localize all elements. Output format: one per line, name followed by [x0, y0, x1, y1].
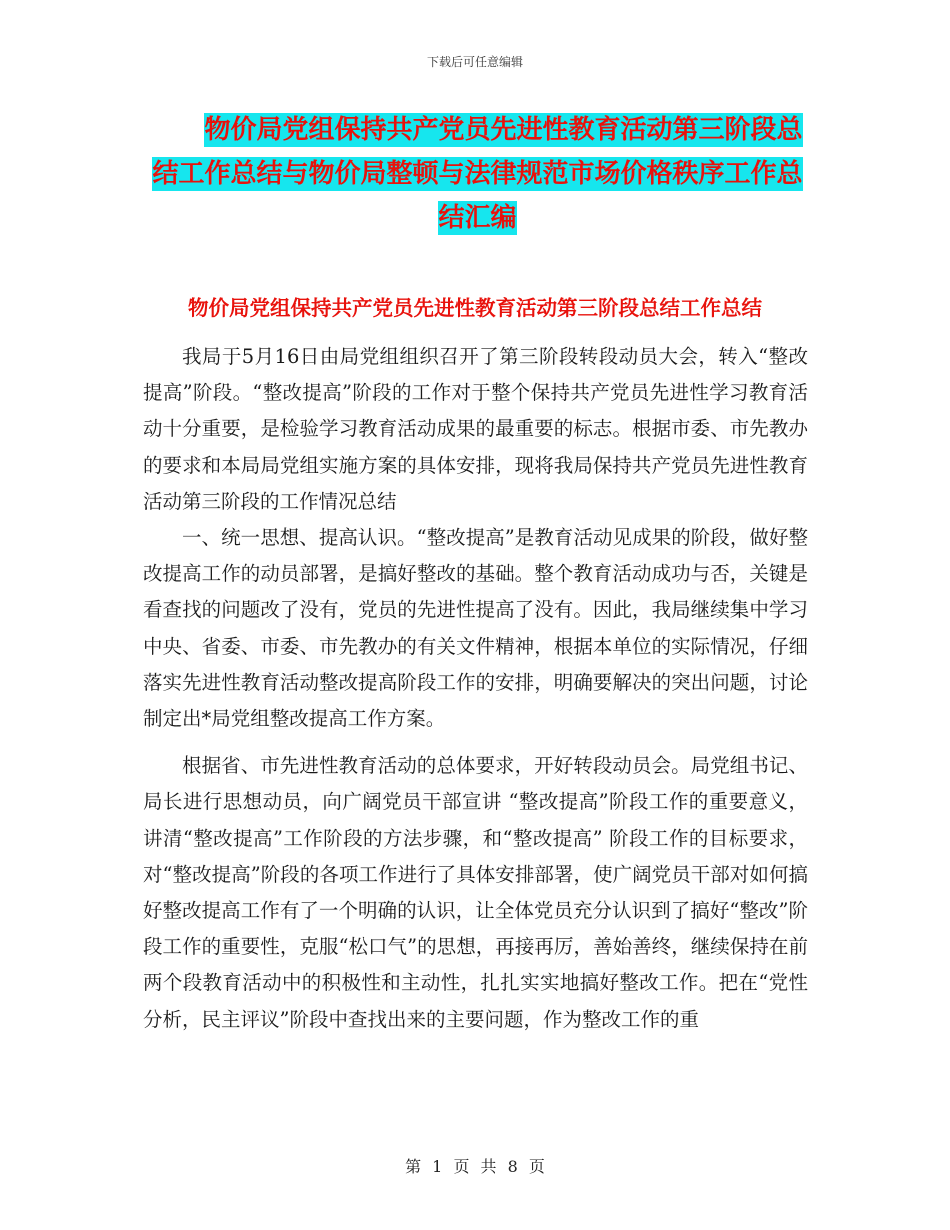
header-note: 下载后可任意编辑	[426, 55, 523, 69]
paragraph-1: 我局于5月16日由局党组组织召开了第三阶段转段动员大会，转入“整改提高”阶段。“整改提高”阶段的工作对于整个保持共产党员先进性学习教育活动十分重要，是检验学习教育活动成果的最重要的标志。根据市委、市先教办的要求和本局局党组实施方案的具体安排，现将我局保持共产党员先进性教育活动第三阶段的工作情况总结	[143, 345, 808, 513]
document-title	[145, 108, 810, 240]
paragraph-3: 根据省、市先进性教育活动的总体要求，开好转段动员会。局党组书记、局长进行思想动员，向广阔党员干部宣讲 “整改提高”阶段工作的重要意义，讲清“整改提高”工作阶段的方法步骤，和“整改提高” 阶段工作的目标要求，对“整改提高”阶段的各项工作进行了具体安排部署，使广阔党员干部对如何搞好整改提高工作有了一个明确的认识，让全体党员充分认识到了搞好“整改”阶段工作的重要性，克服“松口气”的思想，再接再厉，善始善终，继续保持在前两个段教育活动中的积极性和主动性，扎扎实实地搞好整改工作。把在“党性分析，民主评议”阶段中查找出来的主要问题，作为整改工作的重	[143, 754, 808, 1031]
document-title-text: 物价局党组保持共产党员先进性教育活动第三阶段总结工作总结与物价局整顿与法律规范市场价格秩序工作总结汇编	[152, 115, 803, 233]
body-text	[143, 339, 808, 1038]
page-footer: 第 1 页 共 8 页	[405, 1157, 545, 1176]
paragraph-2: 一、统一思想、提高认识。“整改提高”是教育活动见成果的阶段，做好整改提高工作的动员部署，是搞好整改的基础。整个教育活动成功与否，关键是看查找的问题改了没有，党员的先进性提高了没有。因此，我局继续集中学习中央、省委、市委、市先教办的有关文件精神，根据本单位的实际情况，仔细落实先进性教育活动整改提高阶段工作的安排，明确要解决的突出问题，讨论制定出*局党组整改提高工作方案。	[143, 526, 808, 731]
section-heading: 物价局党组保持共产党员先进性教育活动第三阶段总结工作总结	[188, 296, 762, 320]
